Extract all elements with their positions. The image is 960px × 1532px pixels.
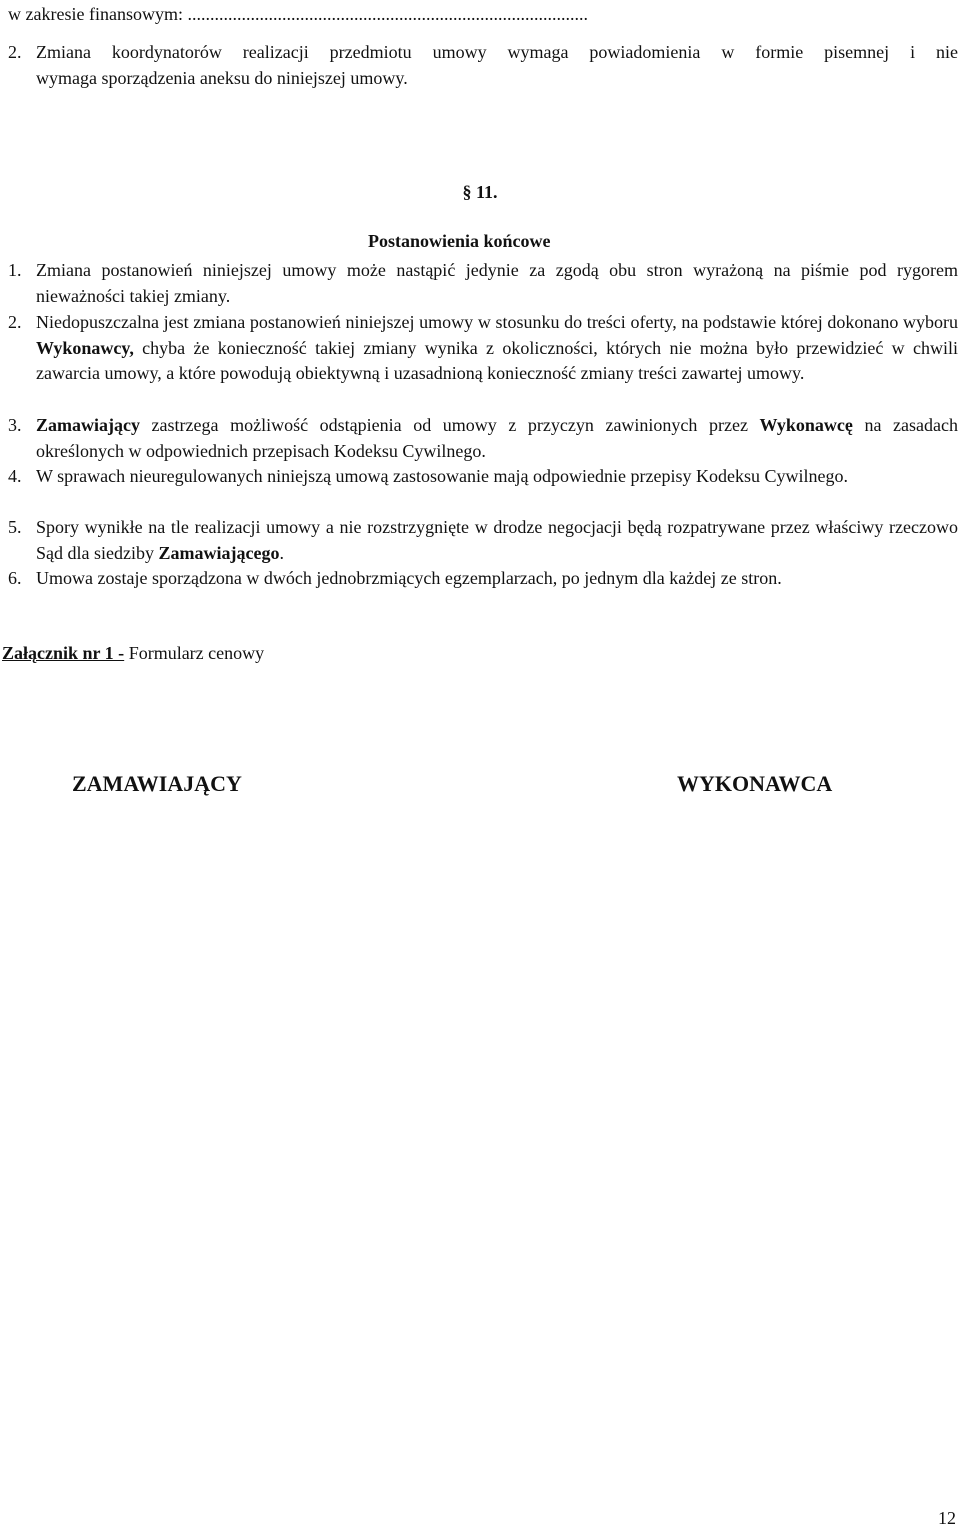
item-text: Zmiana postanowień niniejszej umowy może nastąpić jedynie za zgodą obu stron wyrażoną na piśmie pod rygorem nieważności takiej zmiany. bbox=[36, 260, 958, 306]
list-item-5 bbox=[8, 515, 958, 566]
item-number: 1. bbox=[8, 260, 22, 280]
list-item-6 bbox=[8, 566, 958, 592]
bold-zamawiajacy: Zamawiający bbox=[36, 415, 140, 435]
item-text-line2: wymaga sporządzenia aneksu do niniejszej umowy. bbox=[36, 67, 408, 88]
annex-text: Formularz cenowy bbox=[124, 643, 265, 663]
item-number: 6. bbox=[8, 568, 22, 588]
list-item-1 bbox=[8, 258, 958, 309]
bold-zamawiajacego: Zamawiającego bbox=[158, 542, 280, 563]
item-text: Zamawiający zastrzega możliwość odstąpienia od umowy z przyczyn zawinionych przez Wykonawcę na zasadach określonych w odpowiednich przepisach Kodeksu Cywilnego. bbox=[36, 415, 958, 461]
item-number: 4. bbox=[8, 466, 22, 486]
annex-label: Załącznik nr 1 - bbox=[2, 643, 125, 663]
item-text: Niedopuszczalna jest zmiana postanowień niniejszej umowy w stosunku do treści oferty, na podstawie której dokonano wyboru Wykonawcy, chyba że konieczność takiej zmiany wynika z okoliczności, których nie można było przewidzieć w chwili zawarcia umowy, a które powodują obiektywną i uzasadnioną konieczność zmiany treści zawartej umowy. bbox=[36, 312, 958, 383]
item-text-line1: Zmiana koordynatorów realizacji przedmiotu umowy wymaga powiadomienia w formie pisemnej i nie bbox=[36, 42, 958, 62]
item-text: Spory wynikłe na tle realizacji umowy a nie rozstrzygnięte w drodze negocjacji będą rozpatrywane przez właściwy rzeczowo Sąd dla siedziby Zamawiającego. bbox=[36, 517, 958, 563]
item-number: 5. bbox=[8, 517, 22, 537]
item-number: 2. bbox=[8, 312, 22, 332]
list-item-prev-2 bbox=[8, 40, 958, 91]
list-item-4 bbox=[8, 464, 958, 490]
bold-wykonawce: Wykonawcę bbox=[759, 415, 853, 435]
item-number: 3. bbox=[8, 415, 22, 435]
bold-wykonawcy: Wykonawcy, bbox=[36, 337, 134, 358]
page-number: 12 bbox=[938, 1508, 956, 1528]
list-item-2 bbox=[8, 310, 958, 387]
section-title: Postanowienia końcowe bbox=[368, 231, 551, 251]
annex-line bbox=[2, 641, 264, 667]
section-number: § 11. bbox=[462, 182, 498, 202]
signature-wykonawca: WYKONAWCA bbox=[677, 771, 833, 796]
item-text bbox=[36, 40, 958, 91]
item-text: W sprawach nieuregulowanych niniejszą umową zastosowanie mają odpowiednie przepisy Kodeksu Cywilnego. bbox=[36, 466, 848, 486]
item-text: Umowa zostaje sporządzona w dwóch jednobrzmiących egzemplarzach, po jednym dla każdej ze stron. bbox=[36, 568, 782, 588]
list-item-3 bbox=[8, 413, 958, 464]
top-line: w zakresie finansowym: ......................................................................................... bbox=[8, 4, 588, 24]
item-number: 2. bbox=[8, 42, 22, 62]
signature-zamawiajacy: ZAMAWIAJĄCY bbox=[72, 771, 242, 796]
